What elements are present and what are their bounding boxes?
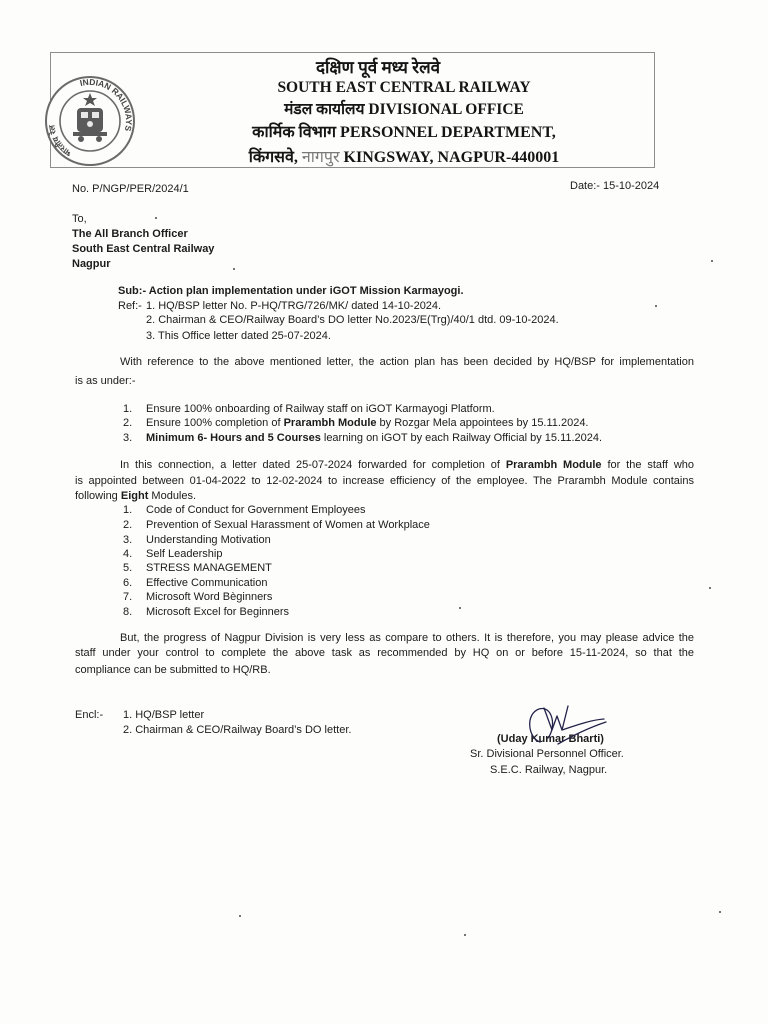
module-item (123, 518, 683, 532)
list-text: Self Leadership (146, 548, 223, 560)
text-part: In this connection, a letter dated 25-07-2024 forwarded for completion of (120, 459, 506, 471)
module-item (123, 561, 683, 575)
logo-text-en-path: INDIAN RAILWAYS (78, 76, 135, 133)
list-number: 8. (123, 606, 133, 618)
handwritten-signature (500, 700, 620, 755)
module-item (123, 590, 683, 604)
module-item (123, 533, 683, 547)
signatory-office: S.E.C. Railway, Nagpur. (490, 764, 608, 776)
paragraph-1-line-1: With reference to the above mentioned letter, the action plan has been decided by HQ/BSP for implementation (120, 356, 694, 368)
list-text: Code of Conduct for Government Employees (146, 504, 366, 516)
header-address-english: KINGSWAY, NAGPUR-440001 (343, 149, 560, 166)
list-text (146, 416, 589, 430)
signature-strokes (530, 706, 606, 744)
logo-loco-headlamp (87, 121, 93, 127)
action-plan-item (123, 416, 683, 430)
action-plan-item (123, 431, 683, 445)
logo-loco-wheel-left (78, 136, 84, 142)
enclosure-item: 1. HQ/BSP letter (123, 709, 205, 721)
subject-line: Sub:- Action plan implementation under iGOT Mission Karmayogi. (118, 285, 464, 297)
list-number: 1. (123, 403, 133, 415)
scan-speck (459, 607, 461, 609)
scan-speck (155, 217, 157, 219)
letter-date: Date:- 15-10-2024 (570, 180, 660, 192)
paragraph-2-line-3 (75, 489, 196, 503)
header-hindi-title: दक्षिण पूर्व मध्य रेलवे (315, 58, 441, 77)
module-item (123, 576, 683, 590)
logo-locomotive-icon (77, 108, 103, 132)
paragraph-1-line-2: is as under:- (75, 375, 136, 387)
paragraph-3-line-1: But, the progress of Nagpur Division is very less as compare to others. It is therefore, you may please advice the (120, 632, 694, 644)
list-number: 6. (123, 577, 133, 589)
header-address-hindi-2: नागपुर (301, 149, 340, 166)
header-railway-name: SOUTH EAST CENTRAL RAILWAY (277, 79, 531, 96)
scan-speck (719, 911, 721, 913)
indian-railways-logo (38, 74, 144, 170)
list-text: Prevention of Sexual Harassment of Women at Workplace (146, 519, 430, 531)
text-part: for the staff who (601, 459, 695, 471)
list-number: 4. (123, 548, 133, 560)
logo-loco-wheel-right (96, 136, 102, 142)
text-part: following (75, 490, 121, 502)
header-department-hindi: कार्मिक विभाग (252, 124, 337, 141)
scan-speck (239, 915, 241, 917)
list-number: 3. (123, 432, 133, 444)
scan-speck (464, 934, 466, 936)
addressee-line: Nagpur (72, 258, 111, 270)
list-text-bold: Prarambh Module (283, 417, 377, 429)
signatory-designation: Sr. Divisional Personnel Officer. (470, 748, 624, 760)
list-text (146, 431, 602, 445)
list-text: Ensure 100% onboarding of Railway staff on iGOT Karmayogi Platform. (146, 403, 495, 415)
header-department (154, 123, 654, 143)
list-number: 1. (123, 504, 133, 516)
header-department-english: PERSONNEL DEPARTMENT, (340, 124, 556, 141)
reference-item: 1. HQ/BSP letter No. P-HQ/TRG/726/MK/ dated 14-10-2024. (146, 300, 442, 312)
reference-item: 3. This Office letter dated 25-07-2024. (146, 330, 331, 342)
signature-w-stroke (544, 706, 568, 730)
paragraph-3-line-2: staff under your control to complete the above task as recommended by HQ on or before 15-11-2024, so that the (75, 647, 694, 659)
letter-number: No. P/NGP/PER/2024/1 (72, 183, 189, 195)
enclosure-label: Encl:- (75, 709, 104, 721)
addressee-line: South East Central Railway (72, 243, 215, 255)
list-text: Microsoft Excel for Beginners (146, 606, 290, 618)
module-item (123, 605, 683, 619)
list-text-part: by Rozgar Mela appointees by 15.11.2024. (376, 417, 589, 429)
addressee-line: The All Branch Officer (72, 228, 188, 240)
header-office (154, 100, 654, 120)
list-number: 2. (123, 417, 133, 429)
list-text: Understanding Motivation (146, 534, 271, 546)
signature-loop (530, 709, 553, 742)
text-bold: Prarambh Module (505, 459, 602, 471)
paragraph-2-line-1 (120, 458, 694, 472)
logo-loco-window-right (92, 112, 99, 118)
header-address-hindi-1: किंगसवे, (248, 149, 298, 166)
header-office-hindi: मंडल कार्यालय (284, 101, 365, 118)
list-number: 3. (123, 534, 133, 546)
logo-text-hi-path: भारतीय रेल (47, 124, 74, 159)
text-bold: Eight (120, 490, 149, 502)
list-text-bold: Minimum 6- Hours and 5 Courses (146, 432, 321, 444)
module-item (123, 547, 683, 561)
text-part: Modules. (148, 490, 197, 502)
paragraph-2-line-2: is appointed between 01-04-2022 to 12-02-2024 to increase efficiency of the employee. The Prarambh Module contains (75, 475, 694, 487)
enclosure-item: 2. Chairman & CEO/Railway Board’s DO letter. (123, 724, 352, 736)
signature-underline (558, 722, 606, 744)
signatory-name: (Uday Kumar Bharti) (497, 733, 604, 745)
reference-item: 2. Chairman & CEO/Railway Board’s DO letter No.2023/E(Trg)/40/1 dtd. 09-10-2024. (146, 314, 559, 326)
header-address (154, 148, 654, 168)
list-number: 7. (123, 591, 133, 603)
reference-label: Ref:- (118, 300, 142, 312)
scan-speck (655, 305, 657, 307)
list-text: Microsoft Word Bèginners (146, 591, 273, 603)
logo-loco-window-left (81, 112, 88, 118)
salutation: To, (72, 213, 87, 225)
list-text-part: learning on iGOT by each Railway Official by 15.11.2024. (320, 432, 603, 444)
list-number: 5. (123, 562, 133, 574)
paragraph-3-line-3: compliance can be submitted to HQ/RB. (75, 664, 271, 676)
list-text: Effective Communication (146, 577, 268, 589)
action-plan-item (123, 402, 683, 416)
header-office-english: DIVISIONAL OFFICE (368, 101, 524, 118)
module-item (123, 503, 683, 517)
list-text-part: Ensure 100% completion of (146, 417, 284, 429)
logo-loco-base (73, 132, 107, 136)
scan-speck (709, 587, 711, 589)
scan-speck (711, 260, 713, 262)
list-number: 2. (123, 519, 133, 531)
scan-speck (233, 268, 235, 270)
list-text: STRESS MANAGEMENT (146, 562, 272, 574)
